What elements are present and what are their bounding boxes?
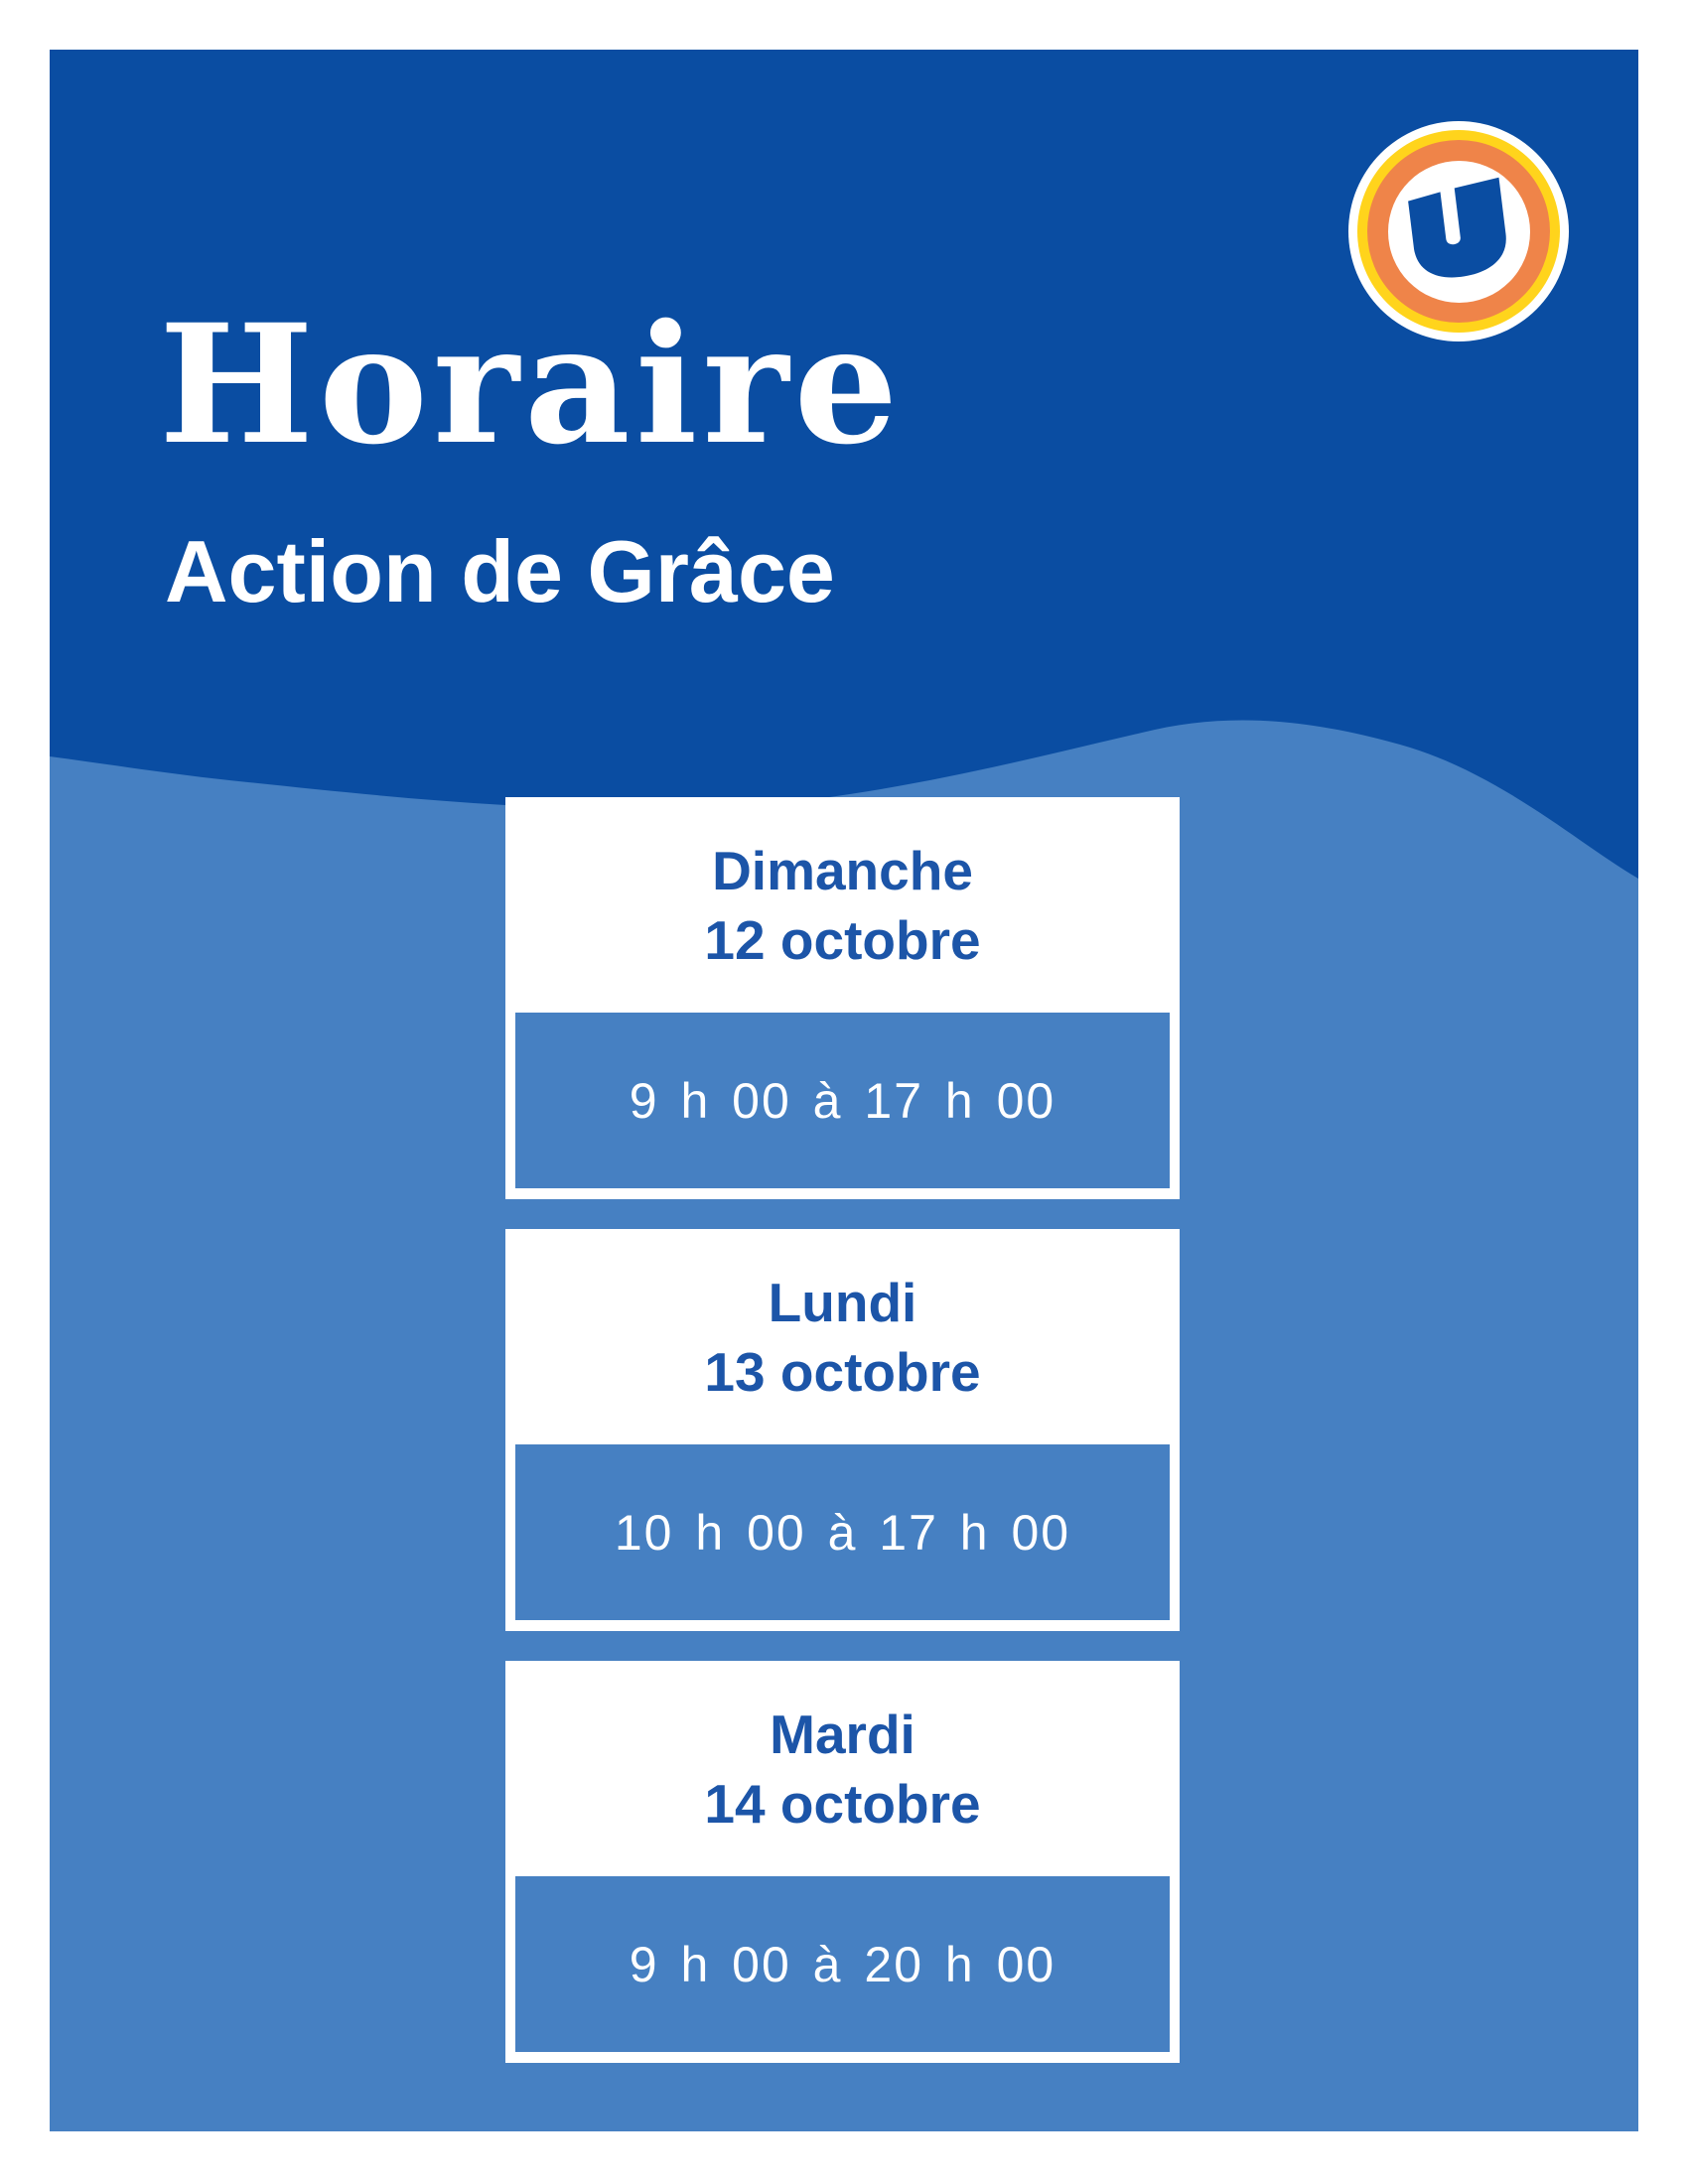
day-label-block	[505, 1229, 1180, 1444]
hours-bar	[515, 1444, 1170, 1620]
day-name: Lundi	[768, 1271, 917, 1333]
day-label-block	[505, 1661, 1180, 1876]
hours-text: 9 h 00 à 17 h 00	[629, 1072, 1056, 1129]
logo-u-letter-icon	[1401, 173, 1516, 290]
logo-white-disc	[1388, 161, 1530, 303]
day-date: 14 octobre	[704, 1772, 981, 1835]
page-title: Horaire	[159, 288, 904, 480]
logo-yellow-ring	[1357, 130, 1560, 333]
day-name: Mardi	[770, 1703, 915, 1765]
hours-bar	[515, 1013, 1170, 1188]
hours-bar	[515, 1876, 1170, 2052]
u-brand-logo	[1348, 121, 1569, 341]
schedule-card-tuesday	[505, 1661, 1180, 2063]
day-date: 12 octobre	[704, 908, 981, 971]
schedule-card-sunday	[505, 797, 1180, 1199]
schedule-card-monday	[505, 1229, 1180, 1631]
day-date: 13 octobre	[704, 1340, 981, 1403]
schedule-cards	[505, 797, 1180, 2093]
hours-text: 9 h 00 à 20 h 00	[629, 1936, 1056, 1992]
logo-orange-ring	[1367, 140, 1550, 323]
page-subtitle: Action de Grâce	[165, 522, 835, 620]
hours-text: 10 h 00 à 17 h 00	[614, 1504, 1071, 1561]
day-label-block	[505, 797, 1180, 1013]
day-name: Dimanche	[712, 839, 973, 901]
poster-content-area	[50, 50, 1638, 2131]
